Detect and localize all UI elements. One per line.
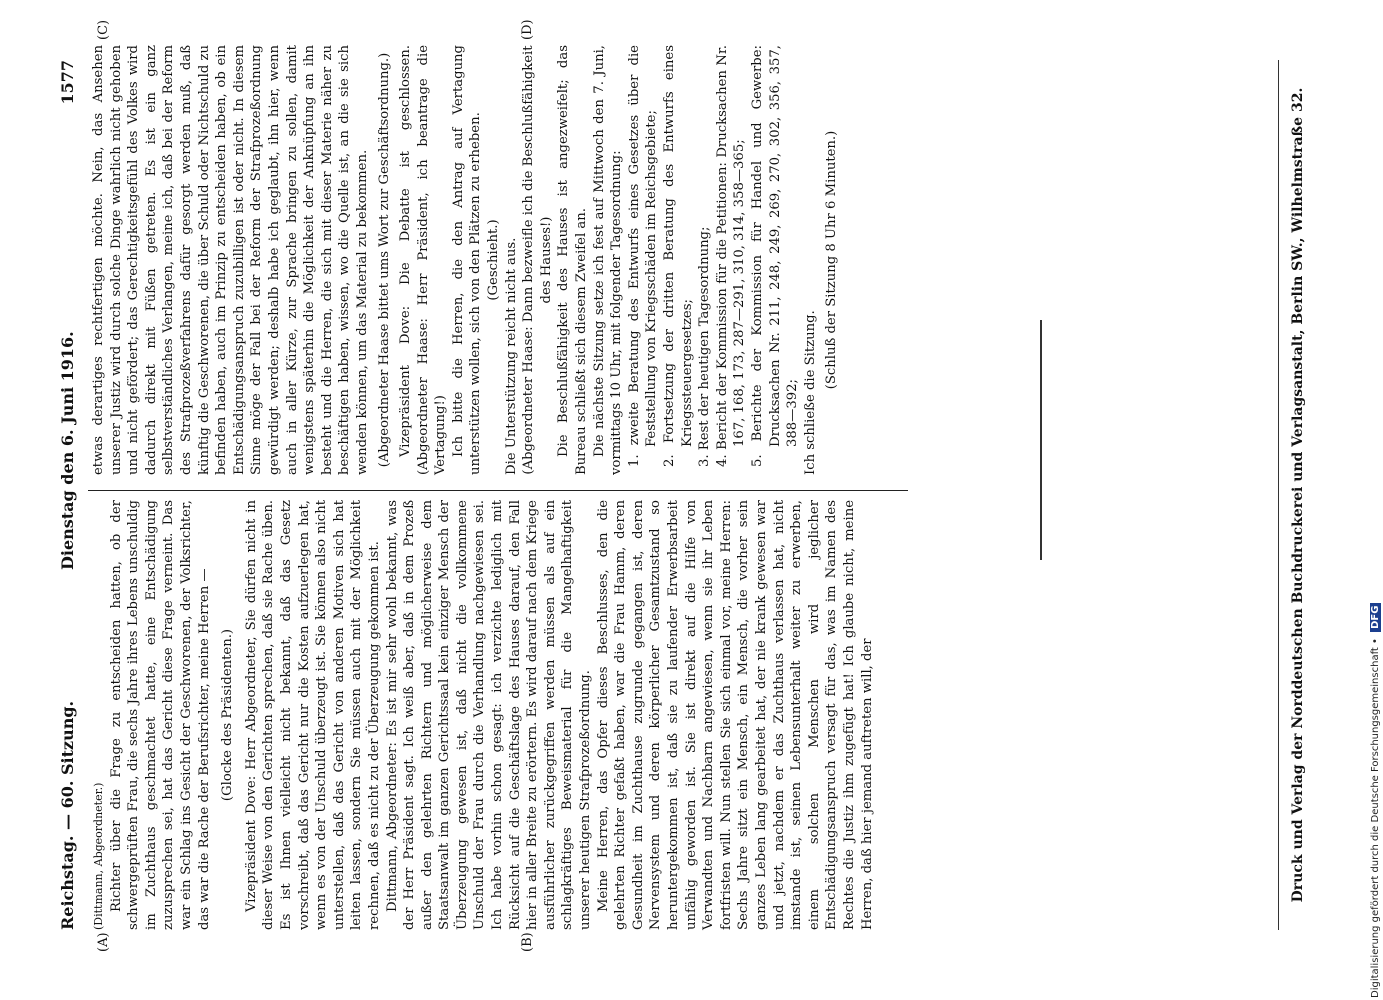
paragraph: Dittmann, Abgeordneter: Es ist mir sehr wohl bekannt, was der Herr Präsident sagt. Ich weiß aber, daß in dem Prozeß außer den gelehrten Richtern und möglicherweise dem Staatsanwalt im ganzen Gerichtssaal kein einziger Mensch der Überzeugung gewesen ist, daß nicht die vollkommene Unschuld der Frau durch die Verhandlung nachgewiesen sei. Ich habe vorhin schon gesagt: ich verzichte lediglich mit Rücksicht auf die Geschäftslage des Hauses darauf, den Fall hier in aller Breite zu erörtern. Es wird darauf nach dem Kriege ausführlicher zurückgegriffen werden müssen als auf ein schlagkräftiges Beweismaterial für die Mangelhaftigkeit unserer heutigen Strafprozeßordnung. — [384, 500, 594, 930]
marker-a: (A) — [96, 932, 111, 952]
paragraph: Ich bitte die Herren, die den Antrag auf Vertagung unterstützen wollen, sich von den Plätzen zu erheben. — [450, 45, 484, 475]
interjection: (Glocke des Präsidenten.) — [220, 628, 236, 802]
paragraph: Die Beschlußfähigkeit des Hauses ist angezweifelt; das Bureau schließt sich diesem Zweifel an. — [556, 45, 590, 475]
digitization-text: Digitalisierung gefördert durch die Deutsche Forschungsgemeinschaft • — [1370, 638, 1381, 998]
paragraph: Die Unterstützung reicht nicht aus. — [503, 237, 519, 475]
agenda-item: 3. Rest der heutigen Tagesordnung; — [697, 226, 713, 467]
agenda-item: 5. Berichte der Kommission für Handel und Gewerbe: Drucksachen Nr. 211, 248, 249, 269, 270, 302, 356, 357, 388—392; — [749, 45, 801, 467]
marker-c: (C) — [96, 19, 111, 40]
paragraph: Vizepräsident Dove: Herr Abgeordneter, Sie dürfen nicht in dieser Weise von den Gerichten sprechen, daß sie Rache üben. Es ist Ihnen vielleicht nicht bekannt, daß das Gesetz vorschreibt, daß das Gericht nur die Kosten aufzuerlegen hat, wenn es von der Unschuld überzeugt ist. Sie können also nicht unterstellen, daß das Gericht von anderen Motiven sich hat leiten lassen, sondern Sie müssen auch mit der Möglichkeit rechnen, daß es nicht zu der Überzeugung gekommen ist. — [243, 500, 382, 930]
page-header — [58, 60, 80, 930]
paragraph: Richter über die Frage zu entscheiden hatten, ob der schwergeprüften Frau, die sechs Jahre ihres Lebens unschuldig im Zuchthaus geschmachtet hatte, eine Entschädigung zuzusprechen sei, hat das Gericht diese Frage verneint. Das war ein Schlag ins Gesicht der Geschworenen, der Volksrichter, das war die Rache der Berufsrichter, meine Herren — — [108, 500, 212, 930]
column-divider — [88, 490, 908, 491]
paragraph: Vizepräsident Dove: Die Debatte ist geschlossen. (Abgeordneter Haase: Herr Präsident, ich beantrage die Vertagung!) — [398, 45, 449, 475]
paragraph: Meine Herren, das Opfer dieses Beschlusses, den die gelehrten Richter gefaßt haben, war die Frau Hamm, deren Gesundheit im Zuchthause zugrunde gegangen ist, deren Nervensystem und deren körperlicher Gesamtzustand so heruntergekommen ist, daß sie zu laufender Erwerbsarbeit unfähig geworden ist. Sie ist direkt auf die Hilfe von Verwandten und Nachbarn angewiesen, wenn sie ihr Leben fortfristen will. Nun stellen Sie sich einmal vor, meine Herren: Sechs Jahre sitzt ein Mensch, ein Mensch, die vorher sein ganzes Leben lang gearbeitet hat, der nie krank gewesen war und jetzt, nachdem er das Zuchthaus verlassen hat, nicht imstande ist, seinen Lebensunterhalt weiter zu erwerben, einem solchen Menschen wird jeglicher Entschädigungsanspruch versagt für das, was im Namen des Rechtes die Justiz ihm zugefügt hat! Ich glaube nicht, meine Herren, daß hier jemand auftreten will, der — [595, 500, 875, 930]
interjection: (Abgeordneter Haase: Dann bezweifle ich die Beschlußfähigkeit des Hauses!) — [521, 45, 554, 475]
digitization-note — [1370, 603, 1381, 998]
footer-rule — [1278, 60, 1279, 930]
paragraph: Die nächste Sitzung setze ich fest auf Mittwoch den 7. Juni, vormittags 10 Uhr, mit folgender Tagesordnung: — [591, 45, 625, 475]
marker-b: (B) — [520, 932, 535, 952]
interjection: (Abgeordneter Haase bittet ums Wort zur Geschäftsordnung.) — [376, 52, 392, 468]
header-date: Dienstag den 6. Juni 1916. — [58, 331, 77, 570]
agenda-item: 4. Bericht der Kommission für die Petitionen: Drucksachen Nr. 167, 168, 173, 287—291, 310, 314, 358—365; — [714, 45, 748, 467]
printer-imprint: Druck und Verlag der Norddeutschen Buchdruckerei und Verlagsanstalt, Berlin SW., Wilhelmstraße 32. — [1290, 87, 1306, 903]
paragraph: Ich schließe die Sitzung. — [802, 310, 818, 475]
interjection: (Geschieht.) — [486, 219, 502, 301]
left-column — [90, 500, 876, 930]
decorative-rule — [1040, 320, 1042, 560]
dfg-logo: DFG — [1370, 603, 1381, 632]
agenda-item: 2. Fortsetzung der dritten Beratung des Entwurfs eines Kriegssteuergesetzes; — [662, 45, 695, 467]
right-column — [90, 45, 841, 475]
header-session: Reichstag. — 60. Sitzung. — [58, 700, 77, 930]
paragraph: etwas derartiges rechtfertigen möchte. Nein, das Ansehen unserer Justiz wird durch solche Dinge wahrlich nicht gehoben und nicht gefördert; das Gerechtigkeitsgefühl des Volkes wird dadurch direkt mit Füßen getreten. Es ist ein ganz selbstverständliches Verlangen, meine ich, daß bei der Reform des Strafprozeßverfahrens dafür gesorgt werden muß, daß künftig die Geschworenen, die über Schuld oder Nichtschuld zu befinden haben, auch im Prinzip zu entscheiden haben, ob ein Entschädigungsanspruch zuzubilligen ist oder nicht. In diesem Sinne möge der Fall bei der Reform der Strafprozeßordnung gewürdigt werden; deshalb habe ich geglaubt, ihn hier, wenn auch in aller Kürze, zur Sprache bringen zu sollen, damit wenigstens späterhin die Möglichkeit der Anknüpfung an ihn besteht und die Herren, die sich mit dieser Materie näher zu beschäftigen haben, wissen, wo die Quelle ist, an die sie sich wenden können, um das Material zu bekommen. — [91, 45, 370, 475]
agenda-item: 1. zweite Beratung des Entwurfs eines Gesetzes über die Feststellung von Kriegsschäden im Reichsgebiete; — [626, 45, 660, 467]
closing-note: (Schluß der Sitzung 8 Uhr 6 Minuten.) — [824, 130, 840, 390]
page-number: 1577 — [58, 60, 77, 105]
marker-d: (D) — [520, 19, 535, 40]
speaker-line: (Dittmann, Abgeordneter.) — [92, 782, 105, 930]
